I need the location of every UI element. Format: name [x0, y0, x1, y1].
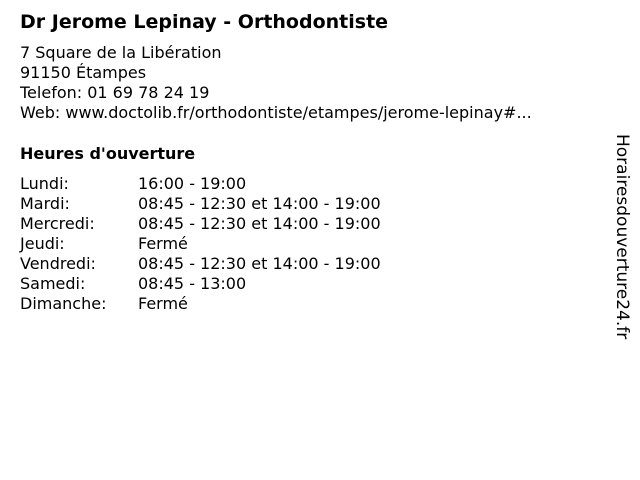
website-link[interactable]: Web: www.doctolib.fr/orthodontiste/etampes/jerome-lepinay#... — [20, 103, 532, 122]
city-postal: 91150 Étampes — [20, 63, 147, 82]
time-value: 16:00 - 19:00 — [138, 174, 247, 193]
brand-watermark: Horairesdouverture24.fr — [612, 134, 632, 340]
day-label: Vendredi: — [20, 254, 96, 273]
time-value: Fermé — [138, 294, 188, 313]
hours-row-thursday — [20, 234, 381, 254]
day-label: Mardi: — [20, 194, 70, 213]
hours-row-sunday — [20, 294, 381, 314]
phone-number: Telefon: 01 69 78 24 19 — [20, 83, 210, 102]
day-label: Mercredi: — [20, 214, 95, 233]
day-label: Lundi: — [20, 174, 69, 193]
opening-hours-heading: Heures d'ouverture — [20, 144, 196, 163]
contact-info — [20, 43, 532, 123]
day-label: Dimanche: — [20, 294, 107, 313]
day-label: Jeudi: — [20, 234, 65, 253]
time-value: Fermé — [138, 234, 188, 253]
time-value: 08:45 - 13:00 — [138, 274, 247, 293]
hours-row-saturday — [20, 274, 381, 294]
hours-row-monday — [20, 174, 381, 194]
time-value: 08:45 - 12:30 et 14:00 - 19:00 — [138, 254, 381, 273]
page-title: Dr Jerome Lepinay - Orthodontiste — [20, 11, 389, 33]
hours-row-tuesday — [20, 194, 381, 214]
opening-hours-table — [20, 174, 381, 314]
day-label: Samedi: — [20, 274, 86, 293]
hours-row-wednesday — [20, 214, 381, 234]
hours-row-friday — [20, 254, 381, 274]
time-value: 08:45 - 12:30 et 14:00 - 19:00 — [138, 194, 381, 213]
street-address: 7 Square de la Libération — [20, 43, 222, 62]
time-value: 08:45 - 12:30 et 14:00 - 19:00 — [138, 214, 381, 233]
